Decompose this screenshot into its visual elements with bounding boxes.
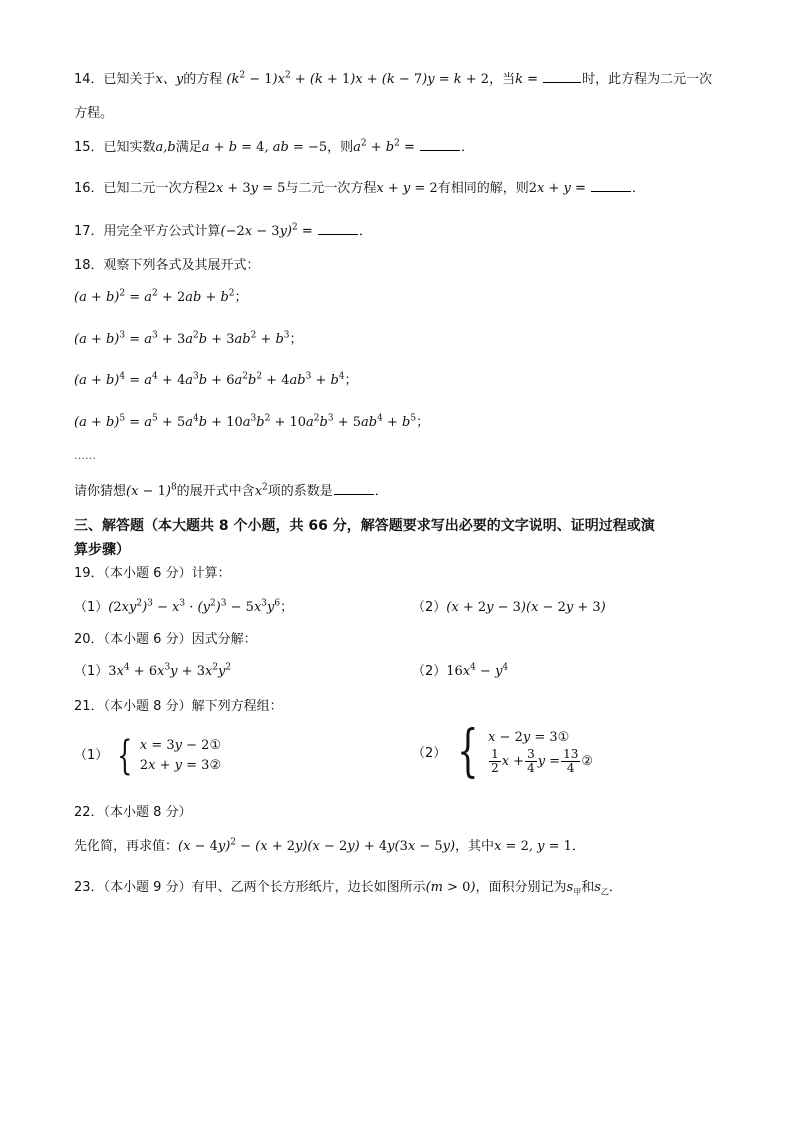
q19-part2: （2）(x + 2y − 3)(x − 2y + 3) (412, 600, 606, 615)
q14-equation: $(k^2 - 1)x^2 + (k + 1)x + (k - 7)y = k + 2$ (226, 70, 490, 87)
question-14: 14．已知关于x、y的方程 $(k^2 - 1)x^2 + (k + 1)x + (k - 7)y = k + 2$，当k = 时，此方程为二元一次 (74, 70, 713, 87)
q15-then: ，则 (327, 140, 354, 155)
q18-prefix: 18．观察下列各式及其展开式： (74, 258, 260, 273)
question-18-ask: 请你猜想$(x - 1)^8$的展开式中含$x^2$项的系数是 ． (74, 482, 388, 499)
q14-tail-2: 方程。 (74, 106, 114, 121)
q17-expr: $(-2x - 3y)^2$ (220, 222, 298, 239)
q15-condition: a + b = 4, ab = −5 (201, 140, 328, 155)
expansion-4: $(a + b)^4 = a^4 + 4a^3b + 6a^2b^2 + 4ab^3 + b^4$； (74, 371, 358, 388)
answer-blank[interactable] (318, 222, 358, 235)
q17-prefix: 17．用完全平方公式计算 (74, 224, 221, 239)
q20-part1: $(1)3x^4 + 6x^3y + 3x^2y^2$ (74, 662, 232, 679)
q14-when: ，当 (489, 72, 516, 87)
equation-system-1: { x = 3y − 2① 2x + y = 3② (117, 733, 222, 779)
q19-part1: $(1)(2xy^2)^3 - x^3 \cdot (y^2)^3 - 5x^3y^6$； (74, 598, 294, 615)
q22-expr: $(x - 4y)^2 - (x + 2y)(x - 2y) + 4y(3x - 5y)$ (178, 837, 456, 854)
q16-text2: 有相同的解，则 (437, 181, 529, 196)
equation-system-2: { x − 2y = 3① $\frac{1}{2}$ x + $\frac{3}{4}$ y = $\frac{13}{4}$ ② (457, 718, 594, 784)
question-23: 23．（本小题 9 分）有甲、乙两个长方形纸片，边长如图所示(m > 0)，面积分别记为$s_甲$和$s_乙$． (74, 880, 622, 897)
q18-expr: $(x - 1)^8$ (126, 482, 177, 499)
answer-blank[interactable] (591, 179, 631, 192)
q15-text: 满足 (175, 140, 202, 155)
question-22: 22．（本小题 8 分） (74, 805, 192, 820)
q15-prefix: 15．已知实数 (74, 140, 156, 155)
q16-prefix: 16．已知二元一次方程 (74, 181, 208, 196)
answer-blank[interactable] (334, 482, 374, 495)
q16-eq2: x + y = 2 (376, 181, 438, 196)
q22-values: x = 2, y = 1 (494, 839, 572, 854)
question-14-cont (74, 104, 113, 124)
answer-blank[interactable] (420, 138, 460, 151)
q14-vars: x、y (155, 72, 184, 87)
q14-prefix: 14．已知关于 (74, 72, 156, 87)
question-15: 15．已知实数a,b满足a + b = 4, ab = −5，则$a^2 + b^2$ = ． (74, 138, 475, 155)
expansion-5: $(a + b)^5 = a^5 + 5a^4b + 10a^3b^2 + 10a^2b^3 + 5ab^4 + b^5$； (74, 413, 430, 430)
q16-expr: 2x + y (528, 181, 571, 196)
section-heading-cont: 算步骤） (74, 542, 130, 558)
q14-text: 的方程 (183, 72, 223, 87)
answer-blank[interactable] (543, 70, 581, 83)
q21-part1: （1） { x = 3y − 2① 2x + y = 3② (74, 733, 222, 779)
q20-part2: $(2)16x^4 - y^4$ (412, 662, 509, 679)
question-20: 20．（本小题 6 分）因式分解： (74, 632, 257, 647)
question-17: 17．用完全平方公式计算$(-2x - 3y)^2$ = ． (74, 222, 372, 239)
section-heading: 三、解答题（本大题共 8 个小题，共 66 分，解答题要求写出必要的文字说明、证明过程或演 (74, 518, 655, 534)
expansion-2: $(a + b)^2 = a^2 + 2ab + b^2$； (74, 288, 248, 305)
q22-body: 先化简，再求值：$(x - 4y)^2 - (x + 2y)(x - 2y) + 4y(3x - 5y)$，其中x = 2, y = 1． (74, 837, 585, 854)
question-16: 16．已知二元一次方程2x + 3y = 5与二元一次方程x + y = 2有相同的解，则2x + y = ． (74, 181, 646, 196)
question-19: 19．（本小题 6 分）计算： (74, 566, 231, 581)
expansion-3: $(a + b)^3 = a^3 + 3a^2b + 3ab^2 + b^3$； (74, 330, 303, 347)
ellipsis: …… (74, 449, 96, 462)
question-18 (74, 256, 260, 276)
q15-expr: $a^2 + b^2$ (353, 138, 400, 155)
q16-eq1: 2x + 3y = 5 (207, 181, 286, 196)
q14-tail: 时，此方程为二元一次 (582, 72, 713, 87)
q16-text: 与二元一次方程 (285, 181, 377, 196)
q21-part2: （2） { x − 2y = 3① $\frac{1}{2}$ x + $\frac{3}{4}$ y = $\frac{13}{4}$ ② (412, 718, 594, 784)
question-21: 21．（本小题 8 分）解下列方程组： (74, 699, 283, 714)
